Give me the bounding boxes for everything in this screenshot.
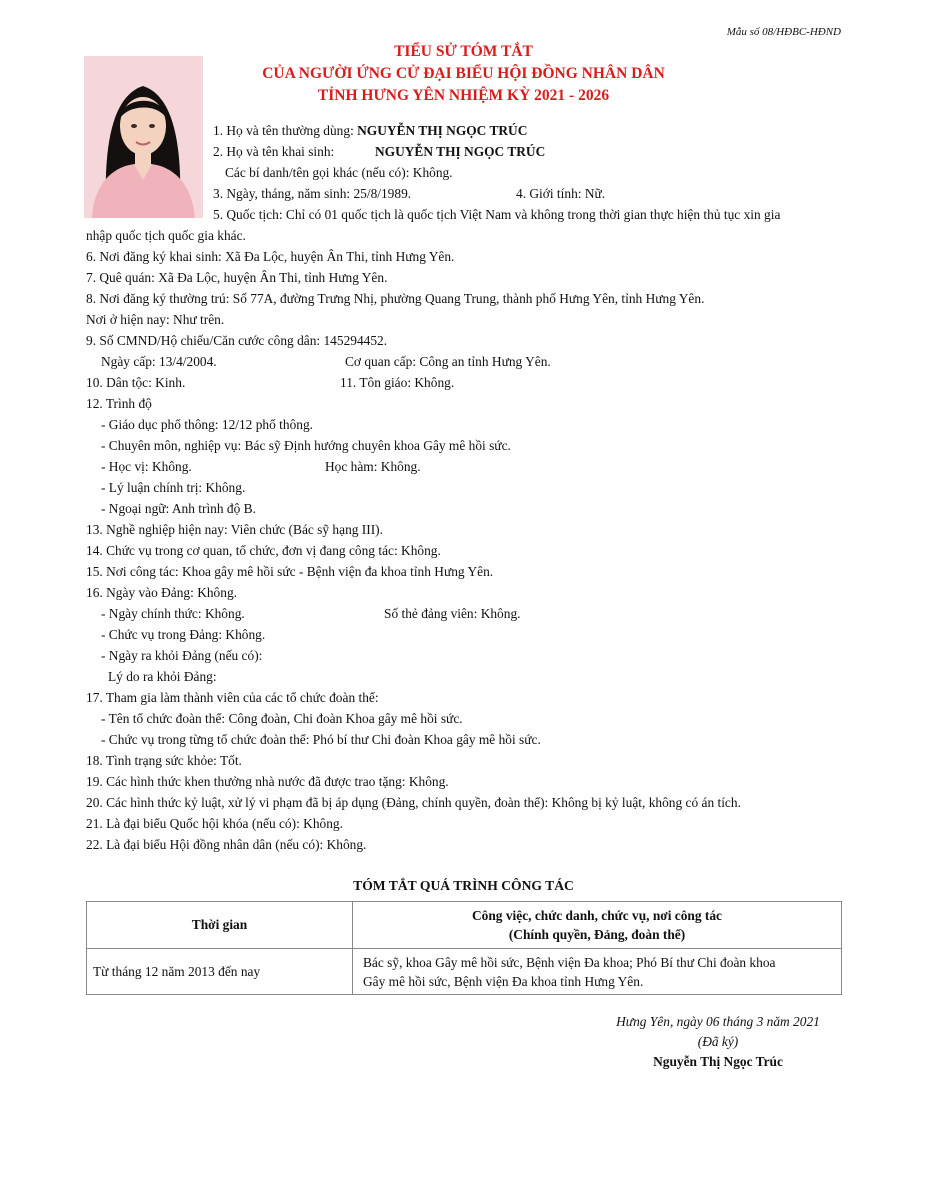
field-awards: 19. Các hình thức khen thưởng nhà nước đã được trao tặng: Không. bbox=[86, 774, 449, 789]
field-party-card: Số thẻ đảng viên: Không. bbox=[384, 606, 521, 621]
field-dob: 3. Ngày, tháng, năm sinh: 25/8/1989. bbox=[213, 186, 412, 201]
field-permanent-residence: 8. Nơi đăng ký thường trú: Số 77A, đường Trưng Nhị, phường Quang Trung, thành phố Hưng Yên, tỉnh Hưng Yên. bbox=[86, 291, 705, 306]
field-common-name-label: 1. Họ và tên thường dùng: bbox=[213, 123, 358, 138]
field-id-issue-date: Ngày cấp: 13/4/2004. bbox=[101, 354, 217, 369]
field-birth-name bbox=[213, 144, 546, 160]
field-foreign-language: - Ngoại ngữ: Anh trình độ B. bbox=[101, 501, 256, 516]
field-common-name bbox=[213, 123, 527, 139]
field-common-name-value: NGUYỄN THỊ NGỌC TRÚC bbox=[357, 123, 528, 138]
education-heading: 12. Trình độ bbox=[86, 396, 152, 411]
field-position: 14. Chức vụ trong cơ quan, tổ chức, đơn vị đang công tác: Không. bbox=[86, 543, 441, 558]
field-alias: Các bí danh/tên gọi khác (nếu có): Không. bbox=[225, 165, 453, 180]
field-organizations: - Tên tổ chức đoàn thể: Công đoàn, Chi đoàn Khoa gây mê hồi sức. bbox=[101, 711, 463, 726]
form-code: Mẫu số 08/HĐBC-HĐND bbox=[726, 26, 841, 38]
signature-status: (Đã ký) bbox=[697, 1034, 739, 1049]
field-organization-positions: - Chức vụ trong từng tổ chức đoàn thể: Phó bí thư Chi đoàn Khoa gây mê hồi sức. bbox=[101, 732, 541, 747]
field-workplace: 15. Nơi công tác: Khoa gây mê hồi sức - Bệnh viện đa khoa tỉnh Hưng Yên. bbox=[86, 564, 494, 579]
candidate-portrait-photo bbox=[84, 56, 203, 218]
row-work-line-1: Bác sỹ, khoa Gây mê hồi sức, Bệnh viện Đa khoa; Phó Bí thư Chi đoàn khoa bbox=[363, 954, 776, 970]
signature-name: Nguyễn Thị Ngọc Trúc bbox=[653, 1054, 783, 1069]
field-discipline: 20. Các hình thức kỷ luật, xử lý vi phạm đã bị áp dụng (Đảng, chính quyền, đoàn thể): Không bị kỷ luật, không có án tích. bbox=[86, 795, 741, 810]
title-line-3: TỈNH HƯNG YÊN NHIỆM KỲ 2021 - 2026 bbox=[317, 87, 610, 104]
table-row bbox=[87, 949, 842, 995]
field-national-assembly-delegate: 21. Là đại biểu Quốc hội khóa (nếu có): Không. bbox=[86, 816, 343, 831]
field-party-official-date: - Ngày chính thức: Không. bbox=[101, 606, 245, 621]
field-party-leave-date: - Ngày ra khỏi Đảng (nếu có): bbox=[101, 648, 263, 663]
header-time: Thời gian bbox=[87, 902, 353, 949]
field-birth-name-value: NGUYỄN THỊ NGỌC TRÚC bbox=[375, 144, 546, 159]
field-occupation: 13. Nghề nghiệp hiện nay: Viên chức (Bác sỹ hạng III). bbox=[86, 522, 383, 537]
field-religion: 11. Tôn giáo: Không. bbox=[340, 375, 455, 390]
portrait-illustration bbox=[84, 56, 203, 218]
row-work bbox=[353, 949, 842, 995]
field-ethnicity: 10. Dân tộc: Kinh. bbox=[86, 375, 186, 390]
field-nationality-line-2: nhập quốc tịch quốc gia khác. bbox=[86, 228, 246, 243]
field-academic-title: Học hàm: Không. bbox=[325, 459, 421, 474]
header-work-line-2: (Chính quyền, Đảng, đoàn thể) bbox=[508, 927, 686, 942]
field-party-join-date: 16. Ngày vào Đảng: Không. bbox=[86, 585, 237, 600]
row-time: Từ tháng 12 năm 2013 đến nay bbox=[87, 949, 353, 995]
header-work bbox=[353, 902, 842, 949]
work-history-header-row bbox=[87, 902, 842, 949]
field-political-theory: - Lý luận chính trị: Không. bbox=[101, 480, 246, 495]
field-id-issuer: Cơ quan cấp: Công an tỉnh Hưng Yên. bbox=[345, 354, 551, 369]
field-birth-registration: 6. Nơi đăng ký khai sinh: Xã Đa Lộc, huyện Ân Thi, tỉnh Hưng Yên. bbox=[86, 249, 455, 264]
organizations-heading: 17. Tham gia làm thành viên của các tổ chức đoàn thể: bbox=[86, 690, 379, 705]
header-work-line-1: Công việc, chức danh, chức vụ, nơi công tác bbox=[471, 908, 722, 923]
work-history-title: TÓM TẮT QUÁ TRÌNH CÔNG TÁC bbox=[353, 878, 574, 893]
field-id-number: 9. Số CMND/Hộ chiếu/Căn cước công dân: 145294452. bbox=[86, 333, 388, 348]
field-nationality-line-1: 5. Quốc tịch: Chỉ có 01 quốc tịch là quốc tịch Việt Nam và không trong thời gian thực hiện thủ tục xin gia bbox=[213, 207, 781, 222]
row-work-line-2: Gây mê hồi sức, Bệnh viện Đa khoa tỉnh Hưng Yên. bbox=[363, 973, 644, 989]
title-line-1: TIỂU SỬ TÓM TẮT bbox=[394, 43, 533, 60]
field-party-leave-reason: Lý do ra khỏi Đảng: bbox=[108, 669, 217, 684]
field-health: 18. Tình trạng sức khỏe: Tốt. bbox=[86, 753, 242, 768]
field-current-residence: Nơi ở hiện nay: Như trên. bbox=[86, 312, 225, 327]
field-specialty: - Chuyên môn, nghiệp vụ: Bác sỹ Định hướng chuyên khoa Gây mê hồi sức. bbox=[101, 438, 511, 453]
field-general-education: - Giáo dục phổ thông: 12/12 phổ thông. bbox=[101, 417, 314, 432]
field-birth-name-label: 2. Họ và tên khai sinh: bbox=[213, 144, 335, 159]
field-party-position: - Chức vụ trong Đảng: Không. bbox=[101, 627, 266, 642]
signature-place-date: Hưng Yên, ngày 06 tháng 3 năm 2021 bbox=[616, 1014, 820, 1029]
field-hometown: 7. Quê quán: Xã Đa Lộc, huyện Ân Thi, tỉnh Hưng Yên. bbox=[86, 270, 388, 285]
field-gender: 4. Giới tính: Nữ. bbox=[516, 186, 606, 201]
title-line-2: CỦA NGƯỜI ỨNG CỬ ĐẠI BIỂU HỘI ĐỒNG NHÂN DÂN bbox=[262, 65, 665, 82]
field-people-council-delegate: 22. Là đại biểu Hội đồng nhân dân (nếu có): Không. bbox=[86, 837, 367, 852]
work-history-table bbox=[86, 901, 842, 995]
field-degree: - Học vị: Không. bbox=[101, 459, 192, 474]
